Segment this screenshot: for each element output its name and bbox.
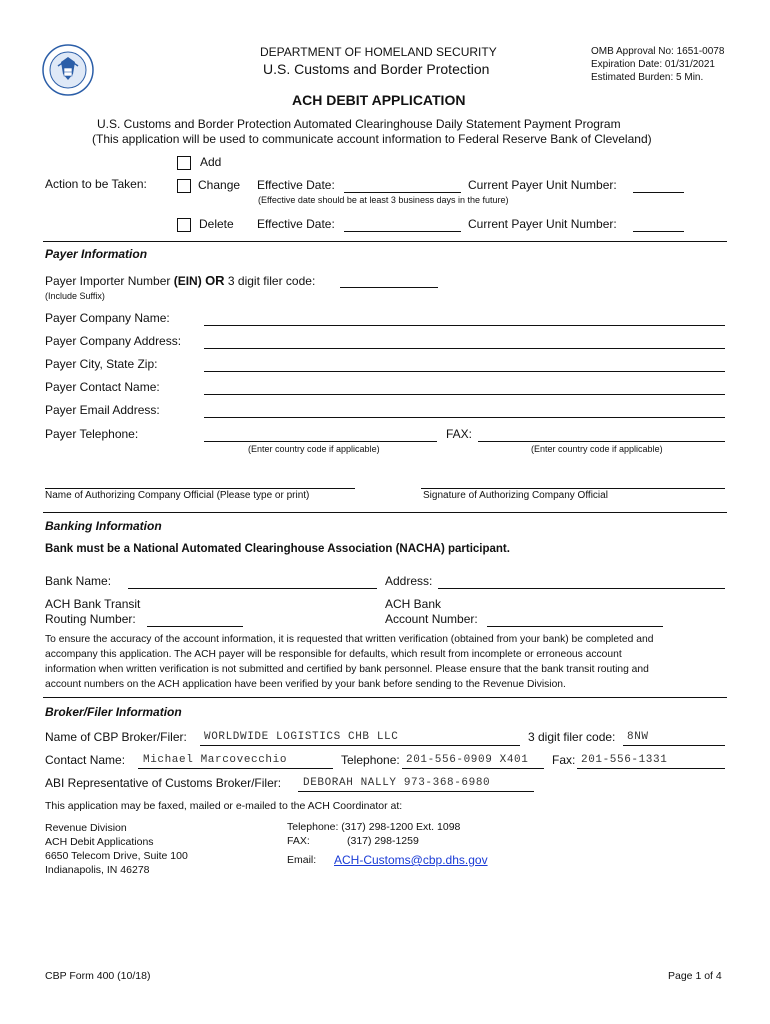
filer-code-text: 3 digit filer code:: [224, 274, 316, 288]
broker-name-label: Name of CBP Broker/Filer:: [45, 730, 187, 744]
section-divider: [43, 512, 727, 513]
authorizing-name-field[interactable]: [45, 488, 355, 489]
agency-name: U.S. Customs and Border Protection: [263, 61, 490, 77]
change-current-payer-label: Current Payer Unit Number:: [468, 178, 617, 192]
payer-company-address-field[interactable]: [204, 348, 725, 349]
broker-name-value[interactable]: WORLDWIDE LOGISTICS CHB LLC: [204, 731, 399, 743]
coordinator-email-label: Email:: [287, 854, 317, 866]
abi-representative-label: ABI Representative of Customs Broker/Filer:: [45, 776, 282, 790]
paragraph-line: To ensure the accuracy of the account information, it is requested that written verification (obtained from your bank) be completed and: [45, 634, 654, 645]
dhs-seal: [42, 44, 94, 96]
delete-effective-date-field[interactable]: [344, 231, 461, 232]
change-effective-date-field[interactable]: [344, 192, 461, 193]
address-line: Revenue Division: [45, 822, 127, 834]
add-label: Add: [200, 155, 222, 169]
paragraph-line: accompany this application. The ACH payer will be responsible for defaults, which result from incomplete or erroneous account: [45, 649, 622, 660]
payer-telephone-label: Payer Telephone:: [45, 427, 139, 441]
payer-company-name-label: Payer Company Name:: [45, 311, 170, 325]
add-checkbox[interactable]: [177, 156, 191, 170]
payer-fax-field[interactable]: [478, 441, 725, 442]
estimated-burden: Estimated Burden: 5 Min.: [591, 72, 704, 83]
bank-name-label: Bank Name:: [45, 574, 112, 588]
nacha-requirement: Bank must be a National Automated Clearinghouse Association (NACHA) participant.: [45, 543, 510, 555]
payer-company-address-label: Payer Company Address:: [45, 334, 182, 348]
filer-code-label: 3 digit filer code:: [528, 730, 616, 744]
broker-telephone-field[interactable]: [402, 768, 544, 769]
filer-code-field[interactable]: [623, 745, 725, 746]
expiration-date: Expiration Date: 01/31/2021: [591, 59, 715, 70]
payer-contact-name-field[interactable]: [204, 394, 725, 395]
broker-fax-field[interactable]: [577, 768, 725, 769]
delete-label: Delete: [199, 217, 234, 231]
form-number: CBP Form 400 (10/18): [45, 970, 151, 982]
coordinator-telephone: Telephone: (317) 298-1200 Ext. 1098: [287, 821, 461, 833]
payer-contact-name-label: Payer Contact Name:: [45, 380, 160, 394]
payer-city-state-zip-field[interactable]: [204, 371, 725, 372]
address-line: ACH Debit Applications: [45, 836, 154, 848]
bank-address-field[interactable]: [438, 588, 725, 589]
payer-importer-label: [45, 273, 315, 288]
coordinator-fax-label: FAX:: [287, 835, 310, 847]
action-label: Action to be Taken:: [45, 177, 147, 191]
omb-approval: OMB Approval No: 1651-0078: [591, 46, 725, 57]
page-title: ACH DEBIT APPLICATION: [292, 92, 466, 108]
delete-effective-date-label: Effective Date:: [257, 217, 335, 231]
broker-telephone-value[interactable]: 201-556-0909 X401: [406, 754, 529, 766]
mailing-address: [45, 821, 188, 877]
submission-intro: This application may be faxed, mailed or e-mailed to the ACH Coordinator at:: [45, 800, 403, 812]
bank-address-label: Address:: [385, 574, 433, 588]
banking-heading: Banking Information: [45, 519, 162, 533]
include-suffix-note: (Include Suffix): [45, 291, 105, 301]
contact-name-value[interactable]: Michael Marcovecchio: [143, 754, 288, 766]
subtitle-purpose: (This application will be used to communicate account information to Federal Reserve Bank of Cleveland): [92, 132, 652, 146]
delete-current-payer-label: Current Payer Unit Number:: [468, 217, 617, 231]
abi-representative-field[interactable]: [298, 791, 534, 792]
ein-text: (EIN): [173, 274, 202, 288]
delete-checkbox[interactable]: [177, 218, 191, 232]
paragraph-line: account numbers on the ACH application have been verified by your bank before sending to the Revenue Division.: [45, 679, 566, 690]
change-effective-date-label: Effective Date:: [257, 178, 335, 192]
broker-fax-label: Fax:: [552, 753, 576, 767]
coordinator-email-link[interactable]: ACH-Customs@cbp.dhs.gov: [334, 853, 488, 867]
payer-fax-label: FAX:: [446, 427, 473, 441]
contact-name-label: Contact Name:: [45, 753, 126, 767]
filer-code-value[interactable]: 8NW: [627, 731, 649, 743]
payer-importer-field[interactable]: [340, 287, 438, 288]
or-text: OR: [205, 273, 225, 288]
authorizing-signature-field[interactable]: [421, 488, 725, 489]
abi-representative-value[interactable]: DEBORAH NALLY 973-368-6980: [303, 777, 491, 789]
broker-heading: Broker/Filer Information: [45, 705, 182, 719]
address-line: 6650 Telecom Drive, Suite 100: [45, 850, 188, 862]
account-label-line1: ACH Bank: [385, 597, 442, 611]
department-name: DEPARTMENT OF HOMELAND SECURITY: [260, 45, 497, 59]
payer-email-field[interactable]: [204, 417, 725, 418]
dhs-seal-icon: [42, 44, 94, 96]
broker-telephone-label: Telephone:: [341, 753, 400, 767]
authorizing-signature-label: Signature of Authorizing Company Official: [423, 490, 608, 501]
payer-email-label: Payer Email Address:: [45, 403, 160, 417]
paragraph-line: information when written verification is not submitted and certified by bank personnel. Please ensure that the bank transit routing and: [45, 664, 649, 675]
broker-name-field[interactable]: [200, 745, 520, 746]
verification-paragraph: [45, 632, 725, 692]
coordinator-fax-value: (317) 298-1259: [347, 835, 419, 847]
delete-current-payer-field[interactable]: [633, 231, 684, 232]
account-label-line2: Account Number:: [385, 612, 478, 626]
subtitle-program: U.S. Customs and Border Protection Automated Clearinghouse Daily Statement Payment Program: [97, 117, 621, 131]
transit-label-line1: ACH Bank Transit: [45, 597, 141, 611]
change-checkbox[interactable]: [177, 179, 191, 193]
effective-date-note: (Effective date should be at least 3 business days in the future): [258, 195, 509, 205]
importer-label-text: Payer Importer Number: [45, 274, 174, 288]
bank-name-field[interactable]: [128, 588, 377, 589]
authorizing-name-label: Name of Authorizing Company Official (Please type or print): [45, 490, 310, 501]
routing-number-field[interactable]: [147, 626, 243, 627]
payer-heading: Payer Information: [45, 247, 148, 261]
broker-fax-value[interactable]: 201-556-1331: [581, 754, 668, 766]
payer-company-name-field[interactable]: [204, 325, 725, 326]
page-number: Page 1 of 4: [668, 970, 722, 982]
transit-label-line2: Routing Number:: [45, 612, 136, 626]
change-current-payer-field[interactable]: [633, 192, 684, 193]
contact-name-field[interactable]: [138, 768, 333, 769]
payer-telephone-field[interactable]: [204, 441, 437, 442]
address-line: Indianapolis, IN 46278: [45, 864, 150, 876]
change-label: Change: [198, 178, 241, 192]
telephone-country-code-note: (Enter country code if applicable): [248, 444, 380, 454]
section-divider: [43, 697, 727, 698]
account-number-field[interactable]: [487, 626, 663, 627]
payer-city-state-zip-label: Payer City, State Zip:: [45, 357, 158, 371]
section-divider: [43, 241, 727, 242]
fax-country-code-note: (Enter country code if applicable): [531, 444, 663, 454]
